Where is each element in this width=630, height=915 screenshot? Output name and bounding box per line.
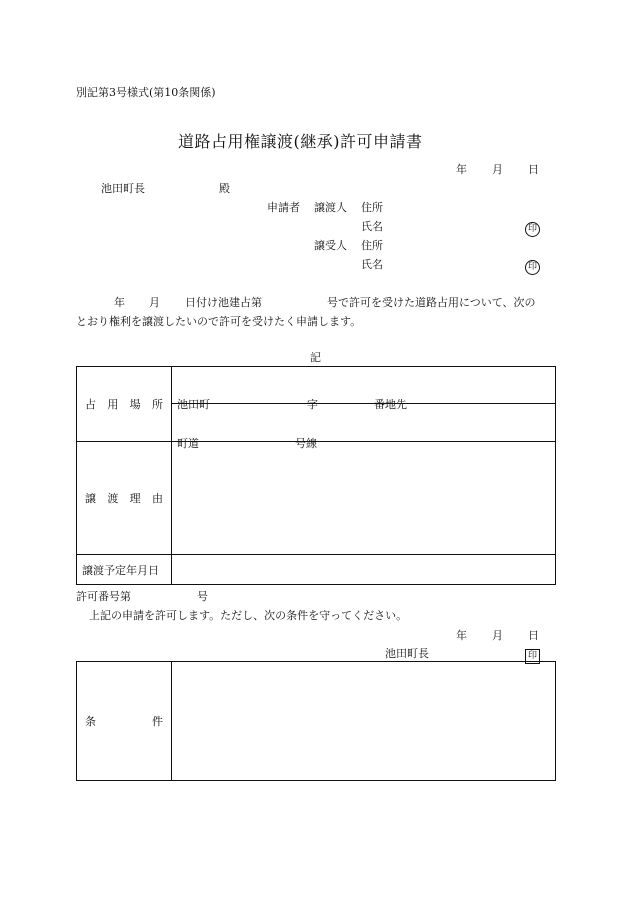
permit-mayor-label: 池田町長	[385, 647, 429, 660]
permit-day-label: 日	[528, 629, 539, 642]
transferor-seal: 印	[525, 216, 540, 237]
ki-label: 記	[310, 351, 321, 364]
applicant-label: 申請者	[267, 201, 300, 214]
body-permit-ref: 日付け池建占第	[185, 296, 262, 309]
location-town-field[interactable]: 池田町 字 番地先	[172, 367, 556, 404]
transferee-address-label: 住所	[361, 239, 383, 252]
transferee-label: 譲受人	[314, 239, 347, 252]
transfer-reason-label: 譲 渡 理 由	[77, 442, 172, 555]
permit-year-label: 年	[456, 629, 467, 642]
permit-number-label: 許可番号第	[76, 590, 131, 603]
body-permit-text: 号で許可を受けた道路占用について、次の	[327, 296, 536, 309]
permit-statement: 上記の申請を許可します。ただし、次の条件を守ってください。	[89, 609, 408, 622]
transfer-date-label: 譲渡予定年月日	[77, 555, 172, 585]
date-year-label: 年	[456, 163, 467, 176]
location-road-field[interactable]: 町道 号線	[172, 404, 556, 442]
occupancy-location-label: 占 用 場 所	[77, 367, 172, 442]
transferor-label: 譲渡人	[314, 201, 347, 214]
permit-month-label: 月	[492, 629, 503, 642]
application-details-table	[76, 366, 556, 585]
body-request-text: とおり権利を譲渡したいので許可を受けたく申請します。	[76, 315, 362, 328]
transferee-name-label: 氏名	[361, 258, 383, 271]
transfer-reason-field[interactable]	[172, 442, 556, 555]
conditions-label: 条 件	[77, 662, 172, 781]
body-year: 年	[114, 296, 125, 309]
form-reference: 別記第3号様式(第10条関係)	[76, 86, 216, 99]
addressee-honorific: 殿	[219, 182, 230, 195]
date-day-label: 日	[528, 163, 539, 176]
transferor-name-label: 氏名	[361, 220, 383, 233]
conditions-field[interactable]	[172, 662, 556, 781]
date-month-label: 月	[492, 163, 503, 176]
addressee-name: 池田町長	[101, 182, 145, 195]
transferee-seal: 印	[525, 254, 540, 275]
permit-number-suffix: 号	[197, 590, 208, 603]
body-month: 月	[149, 296, 160, 309]
conditions-table	[76, 661, 556, 781]
mayor-seal: 印	[525, 643, 540, 664]
transfer-date-field[interactable]	[172, 555, 556, 585]
document-title: 道路占用権譲渡(継承)許可申請書	[178, 132, 423, 151]
transferor-address-label: 住所	[361, 201, 383, 214]
